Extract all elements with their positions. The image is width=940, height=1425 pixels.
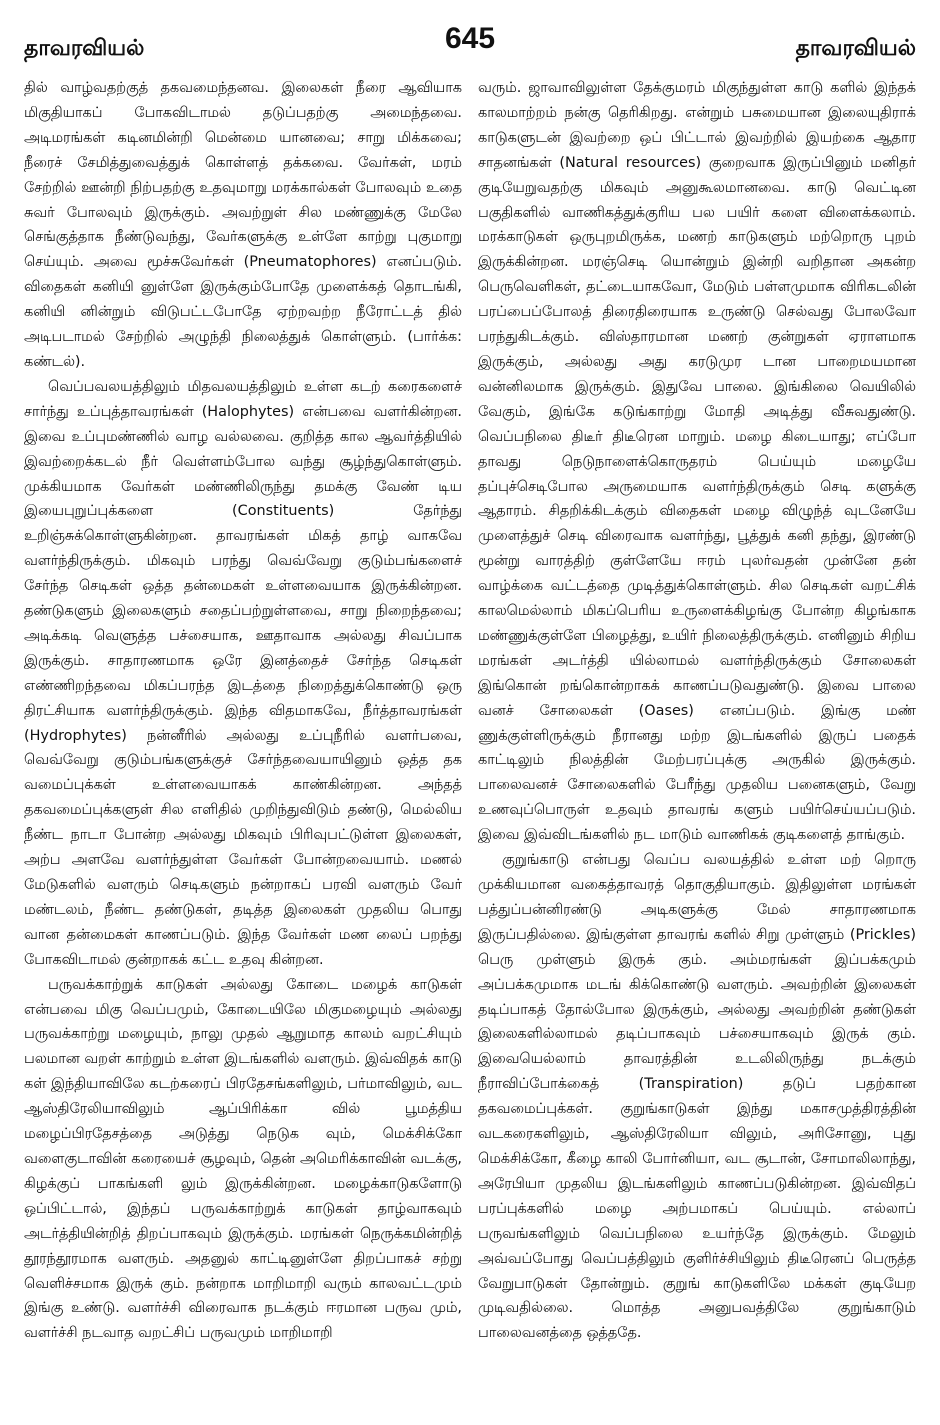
right-column (478, 76, 916, 1355)
page-header (24, 0, 916, 70)
left-column (24, 76, 462, 1355)
running-title-right: தாவரவியல் (795, 36, 916, 61)
paragraph: தில் வாழ்வதற்குத் தகவமைந்தனவ. இலைகள் நீரை ஆவியாக மிகுதியாகப் போகவிடாமல் தடுப்பதற்கு அமைந்தவை. அடிமரங்கள் கடினமின்றி மென்மை யானவை; சாறு மிக்கவை; நீரைச் சேமித்துவைத்துக் கொள்ளத் தக்கவை. வேர்கள், மரம் சேற்றில் ஊன்றி நிற்பதற்கு உதவுமாறு மரக்கால்கள் போலவும் உதை சுவர் போலவும் இருக்கும். அவற்றுள் சில மண்ணுக்கு மேலே செங்குத்தாக நீண்டுவந்து, வேர்களுக்கு உள்ளே காற்று புகுமாறு செய்யும். அவை மூச்சுவேர்கள் (Pneumatophores) எனப்படும். விதைகள் கனியி னுள்ளே இருக்கும்போதே முளைக்கத் தொடங்கி, கனியி னின்றும் விடுபட்டபோதே ஏற்றவற்ற நீரோட்டத் தில் அடிபடாமல் சேற்றில் அழுந்தி நிலைத்துக் கொள்ளும். (பார்க்க: கண்டல்). (24, 80, 462, 370)
paragraph: வரும். ஜாவாவிலுள்ள தேக்குமரம் மிகுந்துள்ள காடு களில் இந்தக் காலமாற்றம் நன்கு தெரிகிறது. என்றும் பசுமையான இலையுதிராக் காடுகளுடன் இவற்றை ஒப் பிட்டால் இவற்றில் இயற்கை ஆதார சாதனங்கள் (Natural resources) குறைவாக இருப்பினும் மனிதர் குடியேறுவதற்கு மிகவும் அனுகூலமானவை. காடு வெட்டின பகுதிகளில் வாணிகத்துக்குரிய பல பயிர் களை விளைக்கலாம். மரக்காடுகள் ஒருபுறமிருக்க, மணற் காடுகளும் மற்றொரு புறம் இருக்கின்றன. மரஞ்செடி யொன்றும் இன்றி வறிதான அகன்ற பெருவெளிகள், தட்டையாகவோ, மேடும் பள்ளமுமாக விரிகடலின் பரப்பைப்போலத் திரைதிரையாக உருண்டு செல்வது போலவோ பரந்துகிடக்கும். விஸ்தாரமான மணற் குன்றுகள் ஏராளமாக இருக்கும், அல்லது அது கரடுமுர டான பாறைமயமான வன்னிலமாக இருக்கும். இதுவே பாலை. இங்கிலை வெயிலில் வேகும், இங்கே கடுங்காற்று மோதி அடித்து வீசுவதுண்டு. வெப்பநிலை திடீர் திடீரென மாறும். மழை கிடையாது; எப்போ தாவது நெடுநாளைக்கொருதரம் பெய்யும் மழையே தப்புச்செடிபோல அருமையாக வளர்ந்திருக்கும் செடி களுக்கு ஆதாரம். சிதறிக்கிடக்கும் விதைகள் மழை விழுந்த் வுடனேயே முளைத்துச் செடி விரைவாக வளர்ந்து, பூத்துக் கனி தந்து, இரண்டு மூன்று வாரத்திற் குள்ளேயே ஈரம் புலர்வதன் முன்னே தன் வாழ்க்கை வட்டத்தை முடித்துக்கொள்ளும். சில செடிகள் வறட்சிக் காலமெல்லாம் மிகப்பெரிய உருளைக்கிழங்கு போன்ற கிழங்காக மண்ணுக்குள்ளே பிழைத்து, உயிர் நிலைத்திருக்கும். எனினும் சிறிய மரங்கள் அடர்த்தி யில்லாமல் வளர்ந்திருக்கும் சோலைகள் இங்கொன் றங்கொன்றாகக் காணப்படுவதுண்டு. இவை பாலை வனச் சோலைகள் (Oases) எனப்படும். இங்கு மண் ணுக்குள்ளிருக்கும் நீரானது மற்ற இடங்களில் இருப் பதைக் காட்டிலும் நிலத்தின் மேற்பரப்புக்கு அருகில் இருக்கும். பாலைவனச் சோலைகளில் பேரீந்து முதலிய பனைகளும், வேறு உணவுப்பொருள் உதவும் தாவரங் களும் பயிர்செய்யப்படும். இவை இவ்விடங்களில் நட மாடும் வாணிகக் குடிகளைத் தாங்கும். (478, 80, 916, 844)
text-columns (24, 76, 916, 1355)
paragraph: பருவக்காற்றுக் காடுகள் அல்லது கோடை மழைக் காடுகள் என்பவை மிகு வெப்பமும், கோடையிலே மிகுமழையும் அல்லது பருவக்காற்று மழையும், நாலு முதல் ஆறுமாத காலம் வறட்சியும் பலமான வறள் காற்றும் உள்ள இடங்களில் வளரும். இவ்விதக் காடு கள் இந்தியாவிலே கடற்கரைப் பிரதேசங்களிலும், பர்மாவிலும், வட ஆஸ்திரேலியாவிலும் ஆப்பிரிக்கா வில் பூமத்திய மழைப்பிரதேசத்தை அடுத்து நெடுக வும், மெக்சிக்கோ வளைகுடாவின் கரையைச் சூழவும், தென் அமெரிக்காவின் வடக்கு, கிழக்குப் பாகங்களி லும் இருக்கின்றன. மழைக்காடுகளோடு ஒப்பிட்டால், இந்தப் பருவக்காற்றுக் காடுகள் தாழ்வாகவும் அடர்த்தியின்றித் திறப்பாகவும் இருக்கும். மரங்கள் நெருக்கமின்றித் தூரந்தூரமாக வளரும். அதனுல் காட்டினுள்ளே திறப்பாகச் சற்று வெளிச்சமாக இருக் கும். நன்றாக மாறிமாறி வரும் காலவட்டமும் இங்கு உண்டு. வளர்ச்சி விரைவாக நடக்கும் ஈரமான பருவ மும், வளர்ச்சி நடவாத வறட்சிப் பருவமும் மாறிமாறி (24, 976, 462, 1342)
page-number: 645 (444, 22, 496, 55)
paragraph: வெப்பவலயத்திலும் மிதவலயத்திலும் உள்ள கடற் கரைகளைச் சார்ந்து உப்புத்தாவரங்கள் (Halophytes) என்பவை வளர்கின்றன. இவை உப்புமண்ணில் வாழ வல்லவை. குறித்த கால ஆவர்த்தியில் இவற்றைக்கடல் நீர் வெள்ளம்போல வந்து சூழ்ந்துகொள்ளும். முக்கியமாக வேர்கள் மண்ணிலிருந்து தமக்கு வேண் டிய இயைபுறுப்புக்களை (Constituents) தேர்ந்து உறிஞ்சுக்கொள்ளுகின்றன. தாவரங்கள் மிகத் தாழ் வாகவே வளர்ந்திருக்கும். மிகவும் பரந்து வெவ்வேறு குடும்பங்களைச் சேர்ந்த செடிகள் ஒத்த தன்மைகள் உள்ளவையாக இருக்கின்றன. தண்டுகளும் இலைகளும் சதைப்பற்றுள்ளவை, சாறு நிறைந்தவை; அடிக்கடி வெளுத்த பச்சையாக, ஊதாவாக அல்லது சிவப்பாக இருக்கும். சாதாரணமாக ஒரே இனத்தைச் சேர்ந்த செடிகள் எண்ணிறந்தவை மிகப்பரந்த இடத்தை நிறைத்துக்கொண்டு ஒரு திரட்சியாக வளர்ந்திருக்கும். இந்த விதமாகவே, நீர்த்தாவரங்கள் (Hydrophytes) நன்னீரில் அல்லது உப்புநீரில் வளர்பவை, வெவ்வேறு குடும்பங்களுக்குச் சேர்ந்தவையாயினும் ஒத்த தக வமைப்புக்கள் உள்ளவையாகக் காண்கின்றன. அந்தத் தகவமைப்புக்களுள் சில எளிதில் முறிந்துவிடும் தண்டு, மெல்லிய நீண்ட நாடா போன்ற அல்லது மிகவும் பிரிவுபட்டுள்ள இலைகள், அற்ப அளவே வளர்ந்துள்ள வேர்கள் போன்றவையாம். மணல் மேடுகளில் வளரும் செடிகளும் நன்றாகப் பரவி வளரும் வேர் மண்டலம், நீண்ட தண்டுகள், தடித்த இலைகள் முதலிய பொது வான தன்மைகள் காணப்படும். இந்த வேர்கள் மண லைப் பறந்து போகவிடாமல் குன்றாகக் கட்ட உதவு கின்றன. (24, 378, 462, 968)
running-title-left: தாவரவியல் (24, 36, 145, 61)
paragraph: குறுங்காடு என்பது வெப்ப வலயத்தில் உள்ள மற் றொரு முக்கியமான வகைத்தாவரத் தொகுதியாகும். இதிலுள்ள மரங்கள் பத்துப்பன்னிரண்டு அடிகளுக்கு மேல் சாதாரணமாக இருப்பதில்லை. இங்குள்ள தாவரங் களில் சிறு முள்ளும் (Prickles) பெரு முள்ளும் இருக் கும். அம்மரங்கள் இப்பக்கமும் அப்பக்கமுமாக மடங் கிக்கொண்டு வளரும். அவற்றின் இலைகள் தடிப்பாகத் தோல்போல இருக்கும், அல்லது அவற்றின் தண்டுகள் இலைகளில்லாமல் தடிப்பாகவும் பச்சையாகவும் இருக் கும். இவையெல்லாம் தாவரத்தின் உடலிலிருந்து நடக்கும் நீராவிப்போக்கைத் (Transpiration) தடுப் பதற்கான தகவமைப்புக்கள். குறுங்காடுகள் இந்து மகாசமுத்திரத்தின் வடகரைகளிலும், ஆஸ்திரேலியா விலும், அரிசோனு, புது மெக்சிக்கோ, கீழை காலி போர்னியா, வட சூடான், சோமாலிலாந்து, அரேபியா முதலிய இடங்களிலும் காணப்படுகின்றன. இவ்விதப் பரப்புக்களில் மழை அற்பமாகப் பெய்யும். எல்லாப் பருவங்களிலும் வெப்பநிலை உயர்ந்தே இருக்கும். மேலும் அவ்வப்போது வெப்பத்திலும் குளிர்ச்சியிலும் திடீரெனப் பெருத்த வேறுபாடுகள் தோன்றும். குறுங் காடுகளிலே மக்கள் குடியேற முடிவதில்லை. மொத்த அனுபவத்திலே குறுங்காடும் பாலைவனத்தை ஒத்ததே. (478, 852, 916, 1342)
